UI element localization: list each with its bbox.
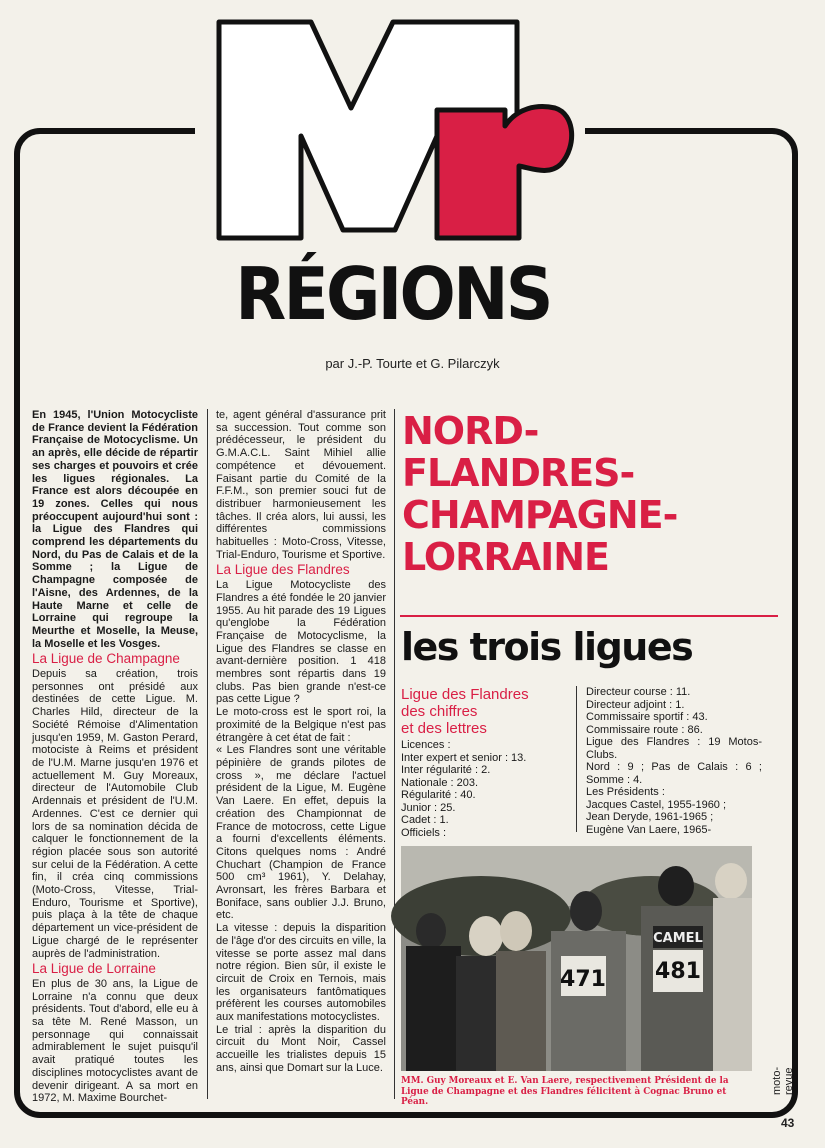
stat-line: Junior : 25. [401,801,456,814]
mf-logo [205,3,580,254]
stats-heading-line: et des lettres [401,720,487,737]
byline: par J.-P. Tourte et G. Pilarczyk [325,356,500,371]
title-rule [400,615,778,617]
stat-line: Nationale : 203. [401,776,479,789]
champagne-paragraph: Depuis sa création, trois personnes ont présidé aux destinées de cette Ligue. M. Charles Hild, directeur de la Société Rémoise d'Alimentation jusqu'en 1959, M. Gaston Perard, motociste à Reims et président de l'U.M. Marne jusqu'en 1976 et actuellement M. Guy Moreaux, directeur de l'Automobile Club Ardennais et président de l'U.M. Ardennes. C'est ce dernier qui lors de sa nomination décida de calquer le fonctionnement de la région placée sous son autorité sur celui de la Fédération. A cette fin, il créa cinq commissions (Moto-Cross, Vitesse, Trial-Enduro, Tourisme et Sportive), puis plaça à la tête de chaque département un vice-président de Ligue chargé de le représenter auprès de l'administration. [32,668,198,960]
feature-subtitle: les trois ligues [401,625,693,669]
flandres-paragraph-2: Le moto-cross est le sport roi, la proximité de la Belgique n'est pas étrangère à cet état de fait : [216,706,386,744]
stat-line: Inter expert et senior : 13. [401,751,527,764]
magazine-name: moto-revue [771,1066,795,1095]
column-divider [576,686,577,832]
subhead-lorraine: La Ligue de Lorraine [32,961,156,977]
stat-line: Nord : 9 ; Pas de Calais : 6 ; Somme : 4. [586,761,762,786]
photo-caption: MM. Guy Moreaux et E. Van Laere, respectivement Président de la Ligue de Champagne et des Flandres félicitent à Cognac Bruno et Péan. [401,1076,729,1107]
flandres-paragraph-5: Le trial : après la disparition du circuit du Mont Noir, Cassel accueille les trialistes depuis 15 ans, ainsi que Domart sur la Luce. [216,1023,386,1074]
column-divider [394,409,395,1099]
photo [401,846,752,1071]
section-title: RÉGIONS [235,252,551,336]
title-line: CHAMPAGNE- [402,493,678,537]
flandres-paragraph-3: « Les Flandres sont une véritable pépinière de grands pilotes de cross », me déclare l'actuel président de la Ligue, M. Eugène Van Laere. En effet, depuis la création des Championnat de France de motocross, cette Ligue a fourni d'excellents éléments. Citons quelques noms : André Chuchart (Champion de France 500 cm³ 1961), Y. Delahay, Avronsart, les frères Barbara et Boniface, sans oublier J.J. Bruno, etc. [216,744,386,922]
stats-column-right [586,686,762,836]
stat-line: Jean Deryde, 1961-1965 ; [586,811,714,823]
lorraine-paragraph: En plus de 30 ans, la Ligue de Lorraine n'a connu que deux présidents. Tout d'abord, elle eu à sa tête M. René Masson, un personnage qui connaissait admirablement le sujet puisqu'il avait pratiqué toutes les disciplines motocyclistes avant de devenir dirigeant. A sa mort en 1972, M. Maxime Bourchet- [32,977,198,1105]
stat-line: Ligue des Flandres : 19 Motos-Clubs. [586,736,762,761]
bib-number: 471 [560,967,606,992]
photo-illustration [401,846,752,1071]
stat-line: Commissaire route : 86. [586,723,703,736]
stat-line: Régularité : 40. [401,789,476,801]
lorraine-continued: te, agent général d'assurance prit sa succession. Tout comme son prédécesseur, le président du G.M.A.C.L. Saint Mihiel allie compétence et dévouement. Faisant partie du Comité de la F.F.M., son premier souci fut de distribuer harmonieusement les tâches. Il créa alors, lui aussi, les différentes commissions habituelles : Moto-Cross, Vitesse, Trial-Enduro, Tourisme et Sportive. [216,409,386,561]
logo-text: MF [205,3,229,20]
column-1 [32,409,198,1105]
stat-line: Jacques Castel, 1955-1960 ; [586,798,727,811]
jersey-text: CAMEL [653,931,703,946]
stat-line: Commissaire sportif : 43. [586,711,708,723]
stats-column-left [401,686,556,839]
stats-heading [401,686,556,737]
title-line: FLANDRES- [402,451,635,495]
subhead-champagne: La Ligue de Champagne [32,651,180,667]
stats-heading-line: des chiffres [401,703,478,720]
stat-line: Cadet : 1. [401,814,449,826]
title-line: NORD- [402,409,539,453]
stat-line: Eugène Van Laere, 1965- [586,823,712,836]
title-line: LORRAINE [402,535,609,579]
stat-line: Inter régularité : 2. [401,764,491,776]
stat-line: Licences : [401,739,451,751]
column-divider [207,409,208,1099]
flandres-paragraph-1: La Ligue Motocycliste des Flandres a été fondée le 20 janvier 1955. Au hit parade des 19 Ligues qu'englobe la Fédération Française de Motocyclisme, la Ligue des Flandres se classe en avant-dernière position. 1 418 membres sont répartis dans 19 clubs. Pas bien grande n'est-ce pas cette Ligue ? [216,579,386,706]
stats-heading-line: Ligue des Flandres [401,686,529,703]
stat-line: Directeur course : 11. [586,686,691,698]
feature-title [402,410,782,578]
page-number: 43 [781,1116,795,1130]
stat-line: Les Présidents : [586,786,665,798]
flandres-paragraph-4: La vitesse : depuis la disparition de l'âge d'or des circuits en ville, la vitesse se porte assez mal dans notre région. Bien sûr, il existe le circuit de Croix en Ternois, mais les organisateurs fantômatiques préfèrent les courses automobiles aux manifestations motocyclistes. [216,922,386,1024]
stat-line: Officiels : [401,826,447,839]
intro-paragraph: En 1945, l'Union Motocycliste de France devient la Fédération Française de Motocyclisme. Un an après, elle décide de répartir ses charges et pouvoirs et crée les ligues régionales. La France est alors découpée en 19 zones. Celles qui nous préoccupent aujourd'hui sont : la Ligue des Flandres qui comprend les départements du Nord, du Pas de Calais et de la Somme ; la Ligue de Champagne composée de l'Aisne, des Ardennes, de la Haute Marne et celle de Lorraine qui regroupe la Meurthe et Moselle, la Meuse, la Moselle et les Vosges. [32,409,198,650]
column-2 [216,409,386,1075]
subhead-flandres: La Ligue des Flandres [216,562,350,578]
stat-line: Directeur adjoint : 1. [586,698,685,711]
bib-number: 481 [655,959,701,984]
